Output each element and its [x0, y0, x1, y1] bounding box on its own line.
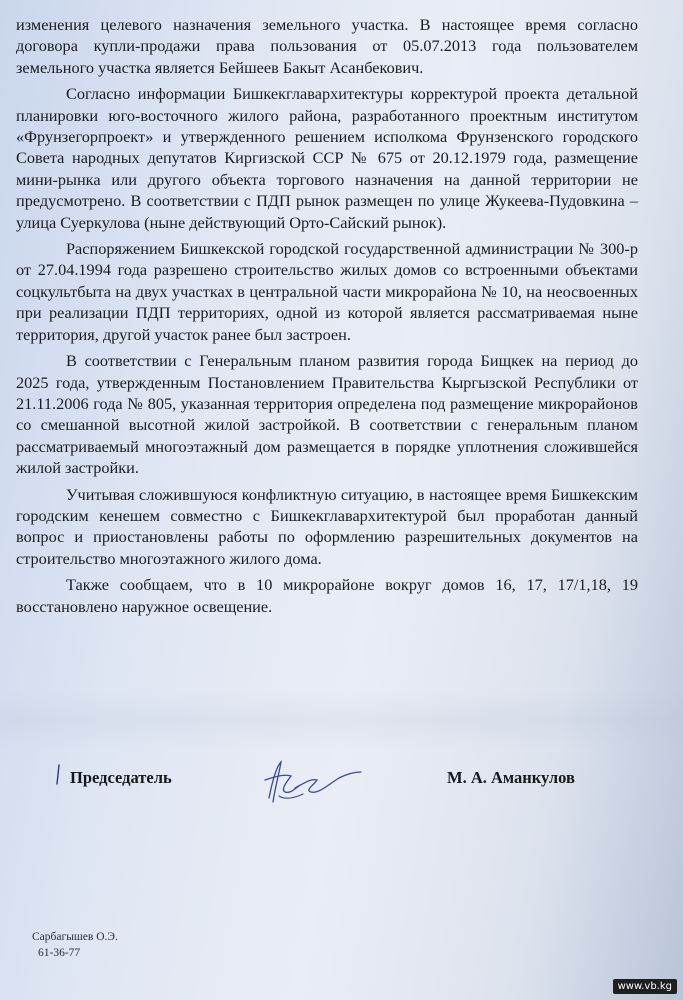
paragraph-4: В соответствии с Генеральным планом развития города Бищкек на период до 2025 года, утвержденным Постановлением Правительства Кыргызской Республики от 21.11.2006 года № 805, указанная территория определена под размещение микрорайонов со смешанной высотной жилой застройкой. В соответствии с генеральным планом рассматриваемый многоэтажный дом размещается в порядке уплотнения сложившейся жилой застройки.	[16, 351, 638, 478]
handwritten-signature	[255, 758, 365, 808]
executor-note	[32, 929, 118, 961]
site-watermark: www.vb.kg	[613, 979, 677, 994]
executor-phone: 61-36-77	[38, 947, 81, 959]
paragraph-1: изменения целевого назначения земельного участка. В настоящее время согласно договора купли-продажи права пользования от 05.07.2013 года пользователем земельного участка является Бейшеев Бакыт Асанбекович.	[16, 15, 638, 77]
signatory-name: М. А. Аманкулов	[447, 768, 575, 787]
paper-fold-shadow	[0, 690, 683, 750]
signature-block	[0, 764, 683, 804]
paragraph-2: Согласно информации Бишкекглавархитектуры корректурой проекта детальной планировки юго-восточного жилого района, разработанного проектным институтом «Фрунзегорпроект» и утвержденного решением исполкома Фрунзенского городского Совета народных депутатов Киргизской ССР № 675 от 20.12.1979 года, размещение мини-рынка или другого объекта торгового назначения на данной территории не предусмотрено. В соответствии с ПДП рынок размещен по улице Жукеева-Пудовкина – улица Суеркулова (ныне действующий Орто-Сайский рынок).	[16, 84, 638, 232]
signatory-title: Председатель	[70, 768, 172, 787]
paragraph-3: Распоряжением Бишкекской городской государственной администрации № 300-р от 27.04.1994 года разрешено строительство жилых домов со встроенными объектами соцкультбыта на двух участках в центральной части микрорайона № 10, на неосвоенных при реализации ПДП территориях, одной из которой является рассматриваемая ныне территория, другой участок ранее был застроен.	[16, 239, 638, 344]
pen-tick-mark	[54, 764, 62, 786]
paragraph-5: Учитывая сложившуюся конфликтную ситуацию, в настоящее время Бишкекским городским кенешем совместно с Бишкекглавархитектурой был проработан данный вопрос и приостановлены работы по оформлению разрешительных документов на строительство многоэтажного жилого дома.	[16, 484, 638, 568]
executor-name: Сарбагышев О.Э.	[32, 931, 118, 943]
letter-body	[16, 14, 638, 622]
paragraph-6: Также сообщаем, что в 10 микрорайоне вокруг домов 16, 17, 17/1,18, 19 восстановлено наружное освещение.	[16, 575, 638, 616]
